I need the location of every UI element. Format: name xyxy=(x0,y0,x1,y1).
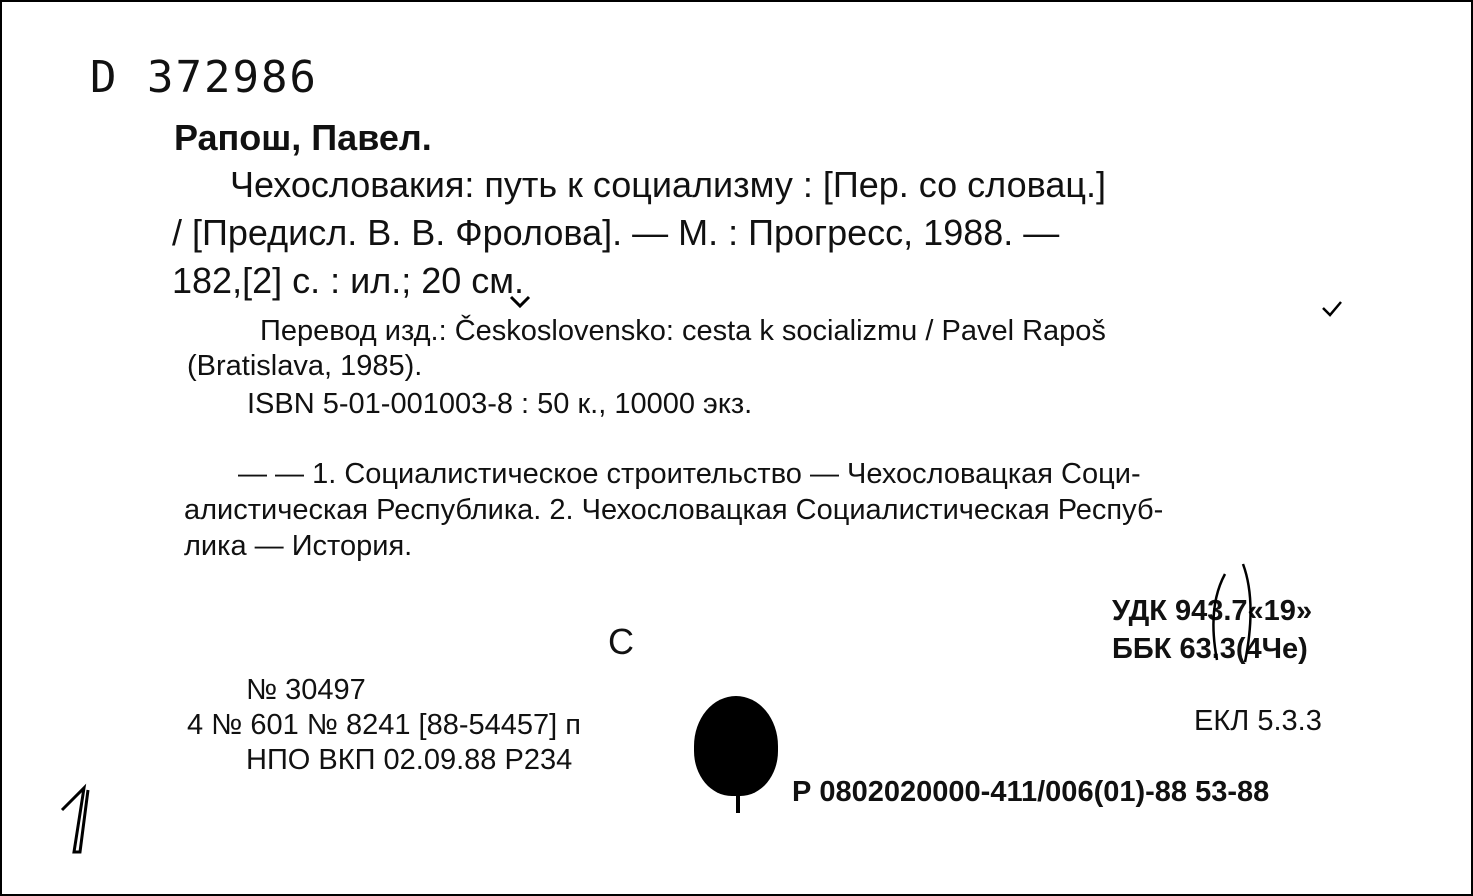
print-order-line: 4 № 601 № 8241 [88-54457] п xyxy=(187,709,581,741)
hacek-mark-s xyxy=(1320,300,1344,318)
subjects-line-1: — — 1. Социалистическое строительство — Чехословацкая Соци- xyxy=(238,458,1141,490)
letter-c: С xyxy=(608,621,634,662)
translation-note-line-1: Перевод изд.: Československo: cesta k socializmu / Pavel Rapoš xyxy=(260,315,1106,347)
title-line-1: Чехословакия: путь к социализму : [Пер. со словац.] xyxy=(230,164,1106,205)
isbn-line: ISBN 5-01-001003-8 : 50 к., 10000 экз. xyxy=(247,388,753,420)
hacek-mark-c xyxy=(508,294,532,310)
title-line-3: 182,[2] с. : ил.; 20 см. xyxy=(172,260,525,301)
punch-hole-tail xyxy=(736,787,740,813)
publication-code: Р 0802020000-411/006(01)-88 53-88 xyxy=(792,776,1270,808)
number-line: № 30497 xyxy=(246,674,366,706)
udk-code: УДК 943.7«19» xyxy=(1112,595,1313,627)
handwritten-one-mark xyxy=(52,780,102,860)
subjects-line-3: лика — История. xyxy=(184,530,413,562)
handwritten-bracket-marks xyxy=(1197,562,1267,672)
author-heading: Рапош, Павел. xyxy=(174,117,432,158)
punch-hole xyxy=(694,696,778,796)
subjects-line-2: алистическая Республика. 2. Чехословацкая Социалистическая Респуб- xyxy=(184,494,1164,526)
title-line-2: / [Предисл. В. В. Фролова]. — М. : Прогресс, 1988. — xyxy=(172,212,1060,253)
bbk-code: ББК 63.3(4Че) xyxy=(1112,633,1308,665)
npo-line: НПО ВКП 02.09.88 Р234 xyxy=(246,744,573,776)
ekl-code: ЕКЛ 5.3.3 xyxy=(1194,705,1322,737)
translation-note-line-2: (Bratislava, 1985). xyxy=(187,350,423,382)
call-number: D 372986 xyxy=(90,52,318,103)
